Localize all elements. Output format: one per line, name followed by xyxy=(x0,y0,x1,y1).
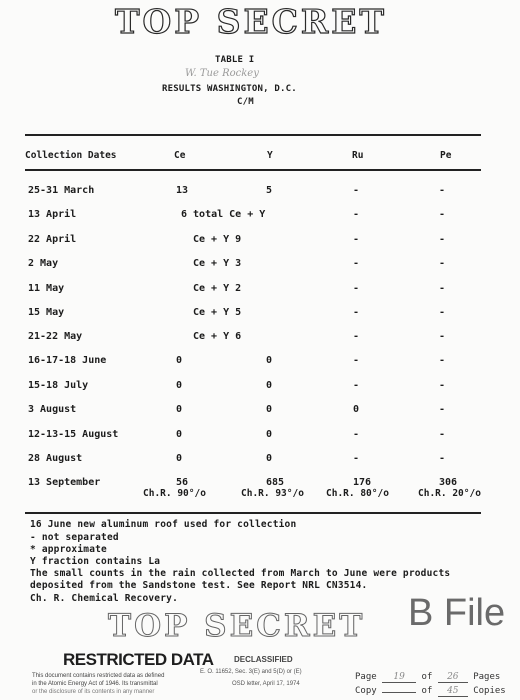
table-cell-ru: - xyxy=(353,331,360,342)
table-cell-pe: - xyxy=(439,258,446,269)
table-cell-y: 0 xyxy=(266,404,273,415)
table-cell-pe: - xyxy=(439,355,446,366)
table-cell-date: 3 August xyxy=(28,404,77,415)
page-number: 19 xyxy=(382,672,416,683)
table-top-rule xyxy=(25,134,481,136)
b-file-stamp: B File xyxy=(408,592,506,634)
table-cell-pe: - xyxy=(439,404,446,415)
table-cell-ru: - xyxy=(353,185,360,196)
table-cell-pe: - xyxy=(439,185,446,196)
table-cell-pe: - xyxy=(439,307,446,318)
table-cell-ce: Ce + Y 2 xyxy=(193,283,242,294)
table-cell-ru: - xyxy=(353,429,360,440)
table-cell-ru: - xyxy=(353,234,360,245)
note-small-counts: The small counts in the rain collected from March to June were products xyxy=(30,568,451,579)
table-cell-pe: - xyxy=(439,453,446,464)
table-cell-ru: - xyxy=(353,307,360,318)
table-cell-ru: - xyxy=(353,453,360,464)
table-cell-y: 685 xyxy=(266,477,285,488)
copy-label: Copy xyxy=(355,686,377,696)
table-cell-date: 13 September xyxy=(28,477,101,488)
declassified-heading: DECLASSIFIED xyxy=(234,655,293,664)
restricted-data-heading: RESTRICTED DATA xyxy=(63,650,214,669)
table-cell-y: 0 xyxy=(266,355,273,366)
table-number: TABLE I xyxy=(215,55,255,65)
restricted-line-3: or the disclosure of its contents in any manner xyxy=(32,689,155,695)
table-cell-date: 28 August xyxy=(28,453,83,464)
table-cell-y: 0 xyxy=(266,453,273,464)
table-cell-ce: 0 xyxy=(176,404,183,415)
column-header-ce: Ce xyxy=(174,150,186,161)
page-of: of xyxy=(421,672,433,682)
table-cell-ce: Ce + Y 9 xyxy=(193,234,242,245)
restricted-line-1: This document contains restricted data as defined xyxy=(32,673,165,679)
top-secret-stamp-bottom: TOP SECRET xyxy=(108,608,366,644)
column-header-y: Y xyxy=(267,150,273,161)
table-cell-y: 0 xyxy=(266,429,273,440)
table-cell-pe: - xyxy=(439,331,446,342)
recovery-ru: Ch.R. 80°/o xyxy=(326,488,389,499)
table-cell-ru: - xyxy=(353,283,360,294)
table-cell-date: 2 May xyxy=(28,258,59,269)
page-label: Page xyxy=(355,672,377,682)
table-cell-date: 22 April xyxy=(28,234,77,245)
table-bottom-rule xyxy=(25,512,481,514)
table-cell-pe: - xyxy=(439,380,446,391)
note-roof: 16 June new aluminum roof used for collection xyxy=(30,519,297,530)
table-units: C/M xyxy=(237,97,254,107)
table-cell-date: 25-31 March xyxy=(28,185,95,196)
top-secret-stamp: TOP SECRET xyxy=(115,2,387,41)
table-header-rule xyxy=(25,169,481,171)
table-cell-pe: 306 xyxy=(439,477,458,488)
copies-label: Copies xyxy=(473,686,506,696)
table-cell-ce: 13 xyxy=(176,185,189,196)
page-info xyxy=(355,672,500,683)
handwritten-note: W. Tue Rockey xyxy=(185,68,259,79)
table-cell-ce: 0 xyxy=(176,380,183,391)
table-cell-ce: Ce + Y 3 xyxy=(193,258,242,269)
table-cell-y: 5 xyxy=(266,185,273,196)
table-cell-ce: 0 xyxy=(176,429,183,440)
table-cell-date: 12-13-15 August xyxy=(28,429,119,440)
table-cell-date: 15 May xyxy=(28,307,65,318)
pages-total: 26 xyxy=(438,672,468,683)
table-cell-ce: Ce + Y 6 xyxy=(193,331,242,342)
restricted-line-2: in the Atomic Energy Act of 1946. Its transmittal xyxy=(32,681,158,687)
table-subtitle: RESULTS WASHINGTON, D.C. xyxy=(162,84,297,94)
note-approximate: * approximate xyxy=(30,544,107,555)
table-cell-date: 21-22 May xyxy=(28,331,83,342)
table-cell-pe: - xyxy=(439,283,446,294)
column-header-pe: Pe xyxy=(440,150,452,161)
table-cell-ru: - xyxy=(353,355,360,366)
table-cell-ru: 176 xyxy=(353,477,372,488)
table-cell-date: 13 April xyxy=(28,209,77,220)
table-cell-date: 16-17-18 June xyxy=(28,355,107,366)
pages-label: Pages xyxy=(473,672,501,682)
table-cell-date: 11 May xyxy=(28,283,65,294)
table-cell-pe: - xyxy=(439,234,446,245)
note-chem-recovery: Ch. R. Chemical Recovery. xyxy=(30,593,178,604)
table-cell-date: 15-18 July xyxy=(28,380,89,391)
recovery-pe: Ch.R. 20°/o xyxy=(418,488,481,499)
table-cell-ce: 56 xyxy=(176,477,189,488)
note-sandstone: deposited from the Sandstone test. See Report NRL CN3514. xyxy=(30,580,368,591)
column-header-dates: Collection Dates xyxy=(25,150,117,161)
column-header-ru: Ru xyxy=(352,150,364,161)
copy-info xyxy=(355,686,506,697)
table-cell-ru: - xyxy=(353,258,360,269)
copy-of: of xyxy=(421,686,433,696)
table-cell-ce: 6 total Ce + Y xyxy=(181,209,266,220)
table-cell-ce: 0 xyxy=(176,355,183,366)
table-cell-pe: - xyxy=(439,209,446,220)
copy-number xyxy=(382,692,416,693)
declassified-line-2: OSD letter, April 17, 1974 xyxy=(232,681,300,687)
table-cell-ru: - xyxy=(353,209,360,220)
table-cell-ru: 0 xyxy=(353,404,360,415)
table-cell-ce: Ce + Y 5 xyxy=(193,307,242,318)
table-cell-ce: 0 xyxy=(176,453,183,464)
note-y-fraction: Y fraction contains La xyxy=(30,556,161,567)
recovery-ce: Ch.R. 90°/o xyxy=(143,488,206,499)
recovery-y: Ch.R. 93°/o xyxy=(241,488,304,499)
copies-total: 45 xyxy=(438,686,468,697)
declassified-line-1: E. O. 11652, Sec. 3(E) and 5(D) or (E) xyxy=(200,669,302,675)
table-cell-y: 0 xyxy=(266,380,273,391)
note-not-separated: - not separated xyxy=(30,532,119,543)
table-cell-pe: - xyxy=(439,429,446,440)
table-cell-ru: - xyxy=(353,380,360,391)
